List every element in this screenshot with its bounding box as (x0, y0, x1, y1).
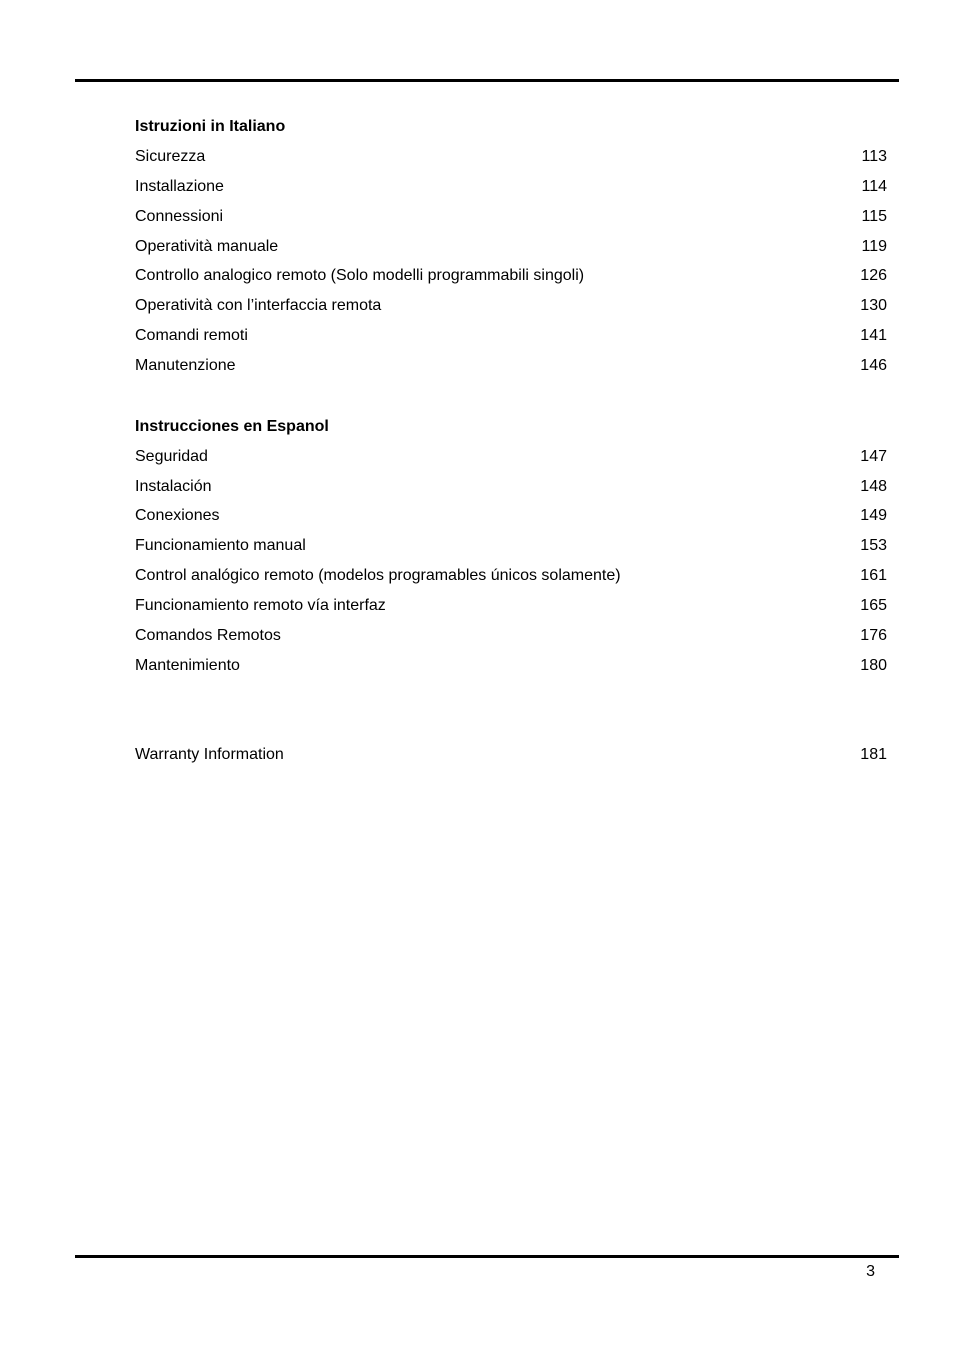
toc-entry-page: 147 (860, 447, 887, 465)
toc-entry-title: Mantenimiento (135, 656, 240, 674)
toc-entry[interactable] (135, 442, 887, 472)
toc-entry[interactable] (135, 651, 887, 681)
toc-entry-page: 119 (861, 237, 887, 255)
toc-entry-title: Connessioni (135, 207, 224, 225)
toc-entry-title: Instalación (135, 477, 212, 495)
toc-section-italian (135, 112, 887, 381)
toc-entry-title: Warranty Information (135, 745, 284, 763)
toc-entry-title: Operatività manuale (135, 237, 279, 255)
toc-entry[interactable] (135, 591, 887, 621)
toc-entry-page: 153 (860, 537, 887, 555)
section-spacer (135, 681, 887, 740)
toc-entry-title: Funcionamiento manual (135, 537, 306, 555)
toc-entry-title: Seguridad (135, 447, 208, 465)
toc-section-spanish (135, 412, 887, 681)
toc-entry-page: 141 (860, 327, 887, 345)
bottom-rule (75, 1255, 899, 1258)
section-heading: Instrucciones en Espanol (135, 417, 329, 435)
toc-entry[interactable] (135, 232, 887, 262)
toc-entry-title: Sicurezza (135, 148, 206, 165)
toc-entry-warranty[interactable] (135, 740, 887, 770)
toc-entry[interactable] (135, 501, 887, 531)
table-of-contents (135, 112, 887, 769)
toc-entry[interactable] (135, 472, 887, 502)
toc-entry-page: 149 (860, 507, 887, 525)
toc-entry-title: Installazione (135, 177, 224, 195)
toc-entry-page: 148 (860, 477, 887, 495)
toc-entry-title: Conexiones (135, 507, 220, 525)
toc-entry-title: Comandos Remotos (135, 626, 281, 644)
toc-entry[interactable] (135, 321, 887, 351)
toc-entry-page: 113 (861, 148, 887, 165)
toc-entry-page: 126 (860, 267, 887, 285)
toc-entry[interactable] (135, 261, 887, 291)
toc-entry-page: 146 (860, 356, 887, 374)
toc-entry-page: 181 (860, 745, 887, 763)
toc-entry[interactable] (135, 172, 887, 202)
toc-entry[interactable] (135, 561, 887, 591)
toc-entry-page: 130 (860, 297, 887, 315)
toc-entry-page: 161 (860, 567, 887, 585)
section-heading: Istruzioni in Italiano (135, 118, 286, 135)
toc-entry-title: Controllo analogico remoto (Solo modelli programmabili singoli) (135, 267, 585, 285)
toc-entry-title: Funcionamiento remoto vía interfaz (135, 596, 386, 614)
toc-entry-page: 165 (860, 596, 887, 614)
toc-entry[interactable] (135, 351, 887, 381)
toc-entry-title: Operatività con l’interfaccia remota (135, 297, 382, 315)
section-spacer (135, 381, 887, 412)
top-rule (75, 79, 899, 82)
toc-entry[interactable] (135, 291, 887, 321)
toc-entry-title: Control analógico remoto (modelos programables únicos solamente) (135, 567, 621, 585)
page-number: 3 (866, 1263, 875, 1280)
toc-entry-page: 114 (861, 177, 887, 195)
toc-entry-title: Manutenzione (135, 356, 236, 374)
toc-entry-title: Comandi remoti (135, 327, 248, 345)
toc-entry-page: 115 (861, 207, 887, 225)
toc-entry[interactable] (135, 621, 887, 651)
toc-entry-page: 176 (860, 626, 887, 644)
toc-entry[interactable] (135, 531, 887, 561)
toc-entry[interactable] (135, 142, 887, 172)
toc-entry[interactable] (135, 202, 887, 232)
toc-entry-page: 180 (860, 656, 887, 674)
